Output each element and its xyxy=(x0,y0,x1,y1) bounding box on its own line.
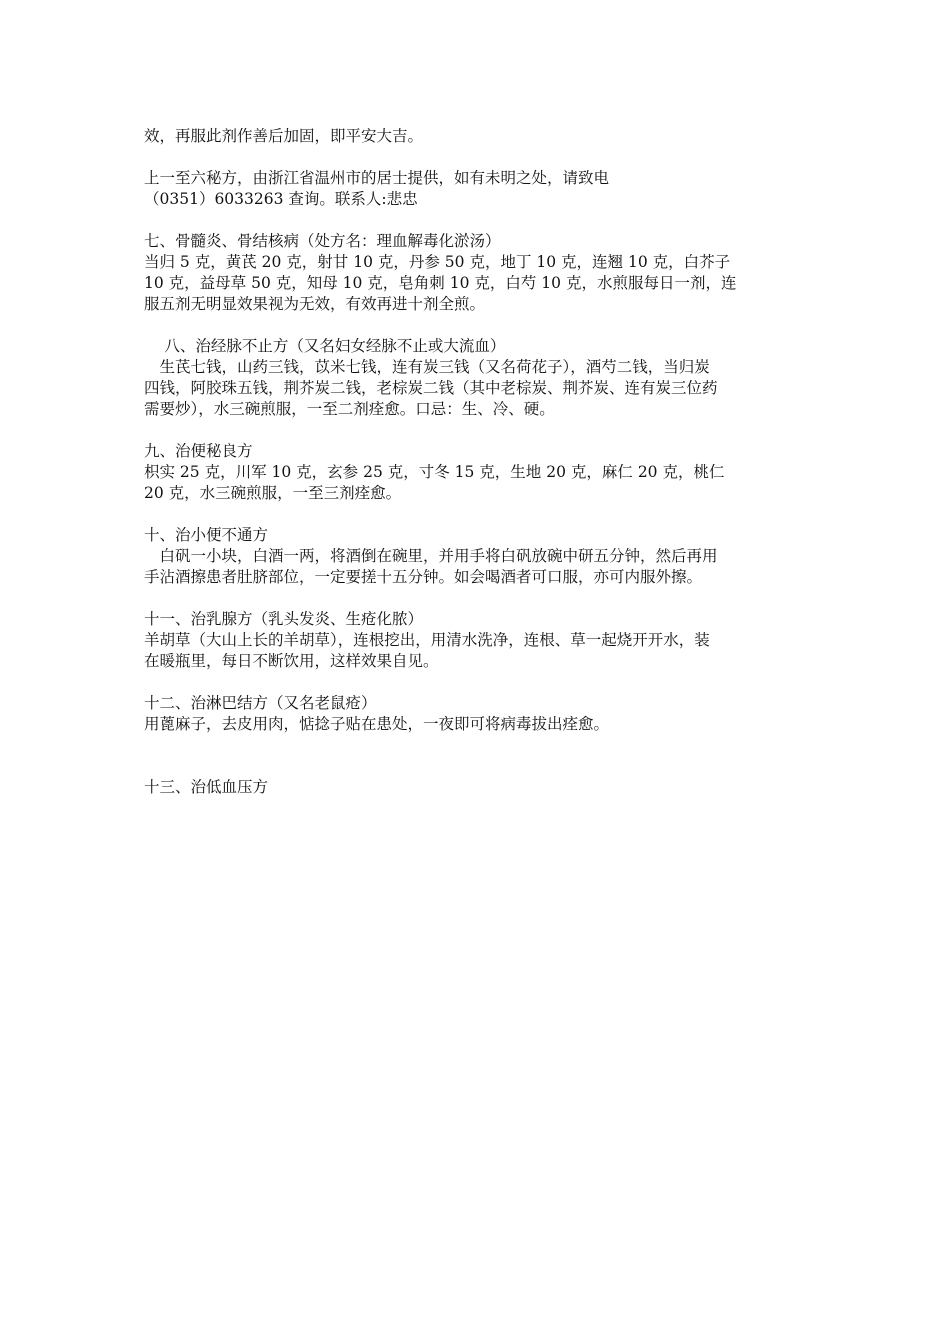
recipe-10-section xyxy=(144,525,804,588)
text-line: 手沾酒擦患者肚脐部位，一定要搓十五分钟。如会喝酒者可口服，亦可内服外擦。 xyxy=(144,568,703,586)
text-line: 当归 5 克，黄芪 20 克，射甘 10 克，丹参 50 克，地丁 10 克，连翘 10 克，白芥子 xyxy=(144,253,731,271)
continuation-paragraph xyxy=(144,126,804,147)
recipe-heading: 七、骨髓炎、骨结核病（处方名：理血解毒化淤汤） xyxy=(144,232,501,250)
blank-spacer xyxy=(144,756,804,777)
text-line: 服五剂无明显效果视为无效，有效再进十剂全煎。 xyxy=(144,295,486,313)
text-line: 四钱，阿胶珠五钱，荆芥炭二钱，老棕炭二钱（其中老棕炭、荆芥炭、连有炭三位药 xyxy=(144,379,718,397)
recipe-9-section xyxy=(144,441,804,504)
text-line: 羊胡草（大山上长的羊胡草），连根挖出，用清水洗净，连根、草一起烧开开水，装 xyxy=(144,631,710,649)
recipe-heading: 十二、治淋巴结方（又名老鼠疮） xyxy=(144,694,377,712)
text-line: 效，再服此剂作善后加固，即平安大吉。 xyxy=(144,127,424,145)
text-line: 用蓖麻子，去皮用肉，惦捻子贴在患处，一夜即可将病毒拔出痊愈。 xyxy=(144,715,610,733)
recipe-heading: 十、治小便不通方 xyxy=(144,526,269,544)
recipe-11-section xyxy=(144,609,804,672)
text-line: 在暖瓶里，每日不断饮用，这样效果自见。 xyxy=(144,652,439,670)
recipe-13-section xyxy=(144,777,804,798)
recipe-heading: 十三、治低血压方 xyxy=(144,778,269,796)
recipe-7-section xyxy=(144,231,804,315)
recipe-8-section xyxy=(144,336,804,420)
text-line: 上一至六秘方，由浙江省温州市的居士提供，如有未明之处，请致电 xyxy=(144,169,610,187)
recipe-heading: 八、治经脉不止方（又名妇女经脉不止或大流血） xyxy=(144,337,506,355)
text-line: （0351）6033263 查询。联系人:悲忠 xyxy=(144,190,418,208)
text-line: 需要炒），水三碗煎服，一至二剂痊愈。口忌：生、冷、硬。 xyxy=(144,400,555,418)
text-line: 枳实 25 克，川军 10 克，玄参 25 克，寸冬 15 克，生地 20 克，麻仁 20 克，桃仁 xyxy=(144,463,725,481)
recipe-heading: 十一、治乳腺方（乳头发炎、生疮化脓） xyxy=(144,610,424,628)
text-line: 20 克，水三碗煎服，一至三剂痊愈。 xyxy=(144,484,402,502)
document-page xyxy=(144,126,804,819)
text-line: 白矾一小块，白酒一两，将酒倒在碗里，并用手将白矾放碗中研五分钟，然后再用 xyxy=(144,547,718,565)
source-note-paragraph xyxy=(144,168,804,210)
recipe-heading: 九、治便秘良方 xyxy=(144,442,253,460)
text-line: 10 克，益母草 50 克，知母 10 克，皂角刺 10 克，白芍 10 克，水煎服每日一剂，连 xyxy=(144,274,737,292)
recipe-12-section xyxy=(144,693,804,735)
text-line: 生芪七钱，山药三钱，苡米七钱，连有炭三钱（又名荷花子），酒芍二钱，当归炭 xyxy=(144,358,710,376)
